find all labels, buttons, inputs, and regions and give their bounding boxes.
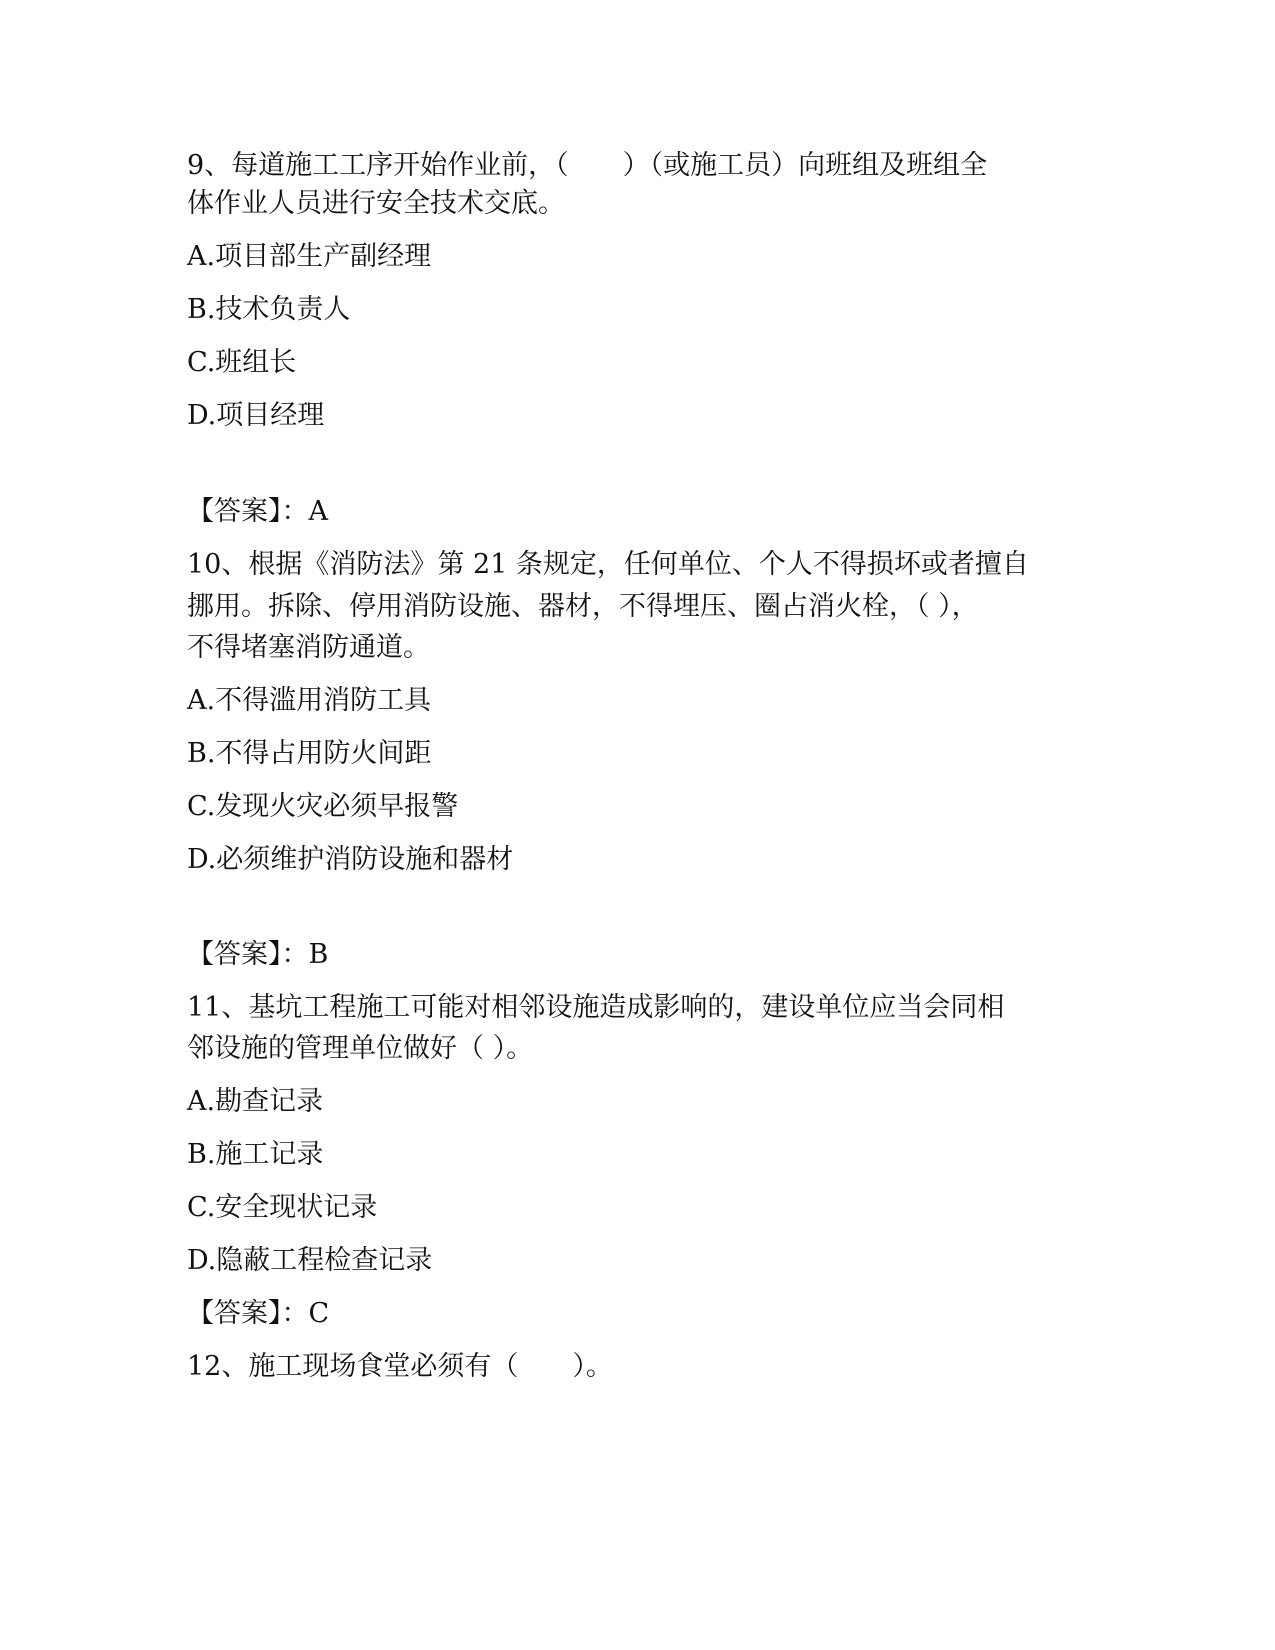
question-10-option-d: D.必须维护消防设施和器材 — [187, 844, 514, 875]
question-9-option-b: B.技术负责人 — [187, 294, 351, 325]
question-9-option-d: D.项目经理 — [187, 400, 325, 431]
question-9-option-c: C.班组长 — [187, 347, 297, 378]
question-9-option-a: A.项目部生产副经理 — [187, 241, 432, 272]
question-11-option-b: B.施工记录 — [187, 1139, 324, 1170]
question-11-answer: 【答案】：C — [187, 1298, 330, 1329]
question-10-stem-line-2: 挪用。拆除、停用消防设施、器材，不得埋压、圈占消火栓，（ ）， — [187, 591, 979, 622]
question-10-stem-line-3: 不得堵塞消防通道。 — [187, 632, 430, 663]
question-10-stem-line-1: 10、根据《消防法》第 21 条规定，任何单位、个人不得损坏或者擅自 — [187, 549, 1029, 580]
question-10-option-b: B.不得占用防火间距 — [187, 738, 432, 769]
question-12-stem-line-1: 12、施工现场食堂必须有（ ）。 — [187, 1351, 613, 1382]
question-9-answer: 【答案】：A — [187, 496, 328, 527]
question-10-option-c: C.发现火灾必须早报警 — [187, 791, 459, 822]
question-11-option-d: D.隐蔽工程检查记录 — [187, 1245, 433, 1276]
question-11-option-c: C.安全现状记录 — [187, 1192, 378, 1223]
question-11-stem-line-1: 11、基坑工程施工可能对相邻设施造成影响的，建设单位应当会同相 — [187, 992, 1005, 1023]
question-10-option-a: A.不得滥用消防工具 — [187, 685, 432, 716]
question-11-option-a: A.勘查记录 — [187, 1086, 324, 1117]
question-11-stem-line-2: 邻设施的管理单位做好（ ）。 — [187, 1033, 534, 1064]
question-10-answer: 【答案】：B — [187, 939, 329, 970]
question-9-stem-line-1: 9、每道施工工序开始作业前，（ ）（或施工员）向班组及班组全 — [187, 150, 988, 181]
question-9-stem-line-2: 体作业人员进行安全技术交底。 — [187, 188, 565, 219]
